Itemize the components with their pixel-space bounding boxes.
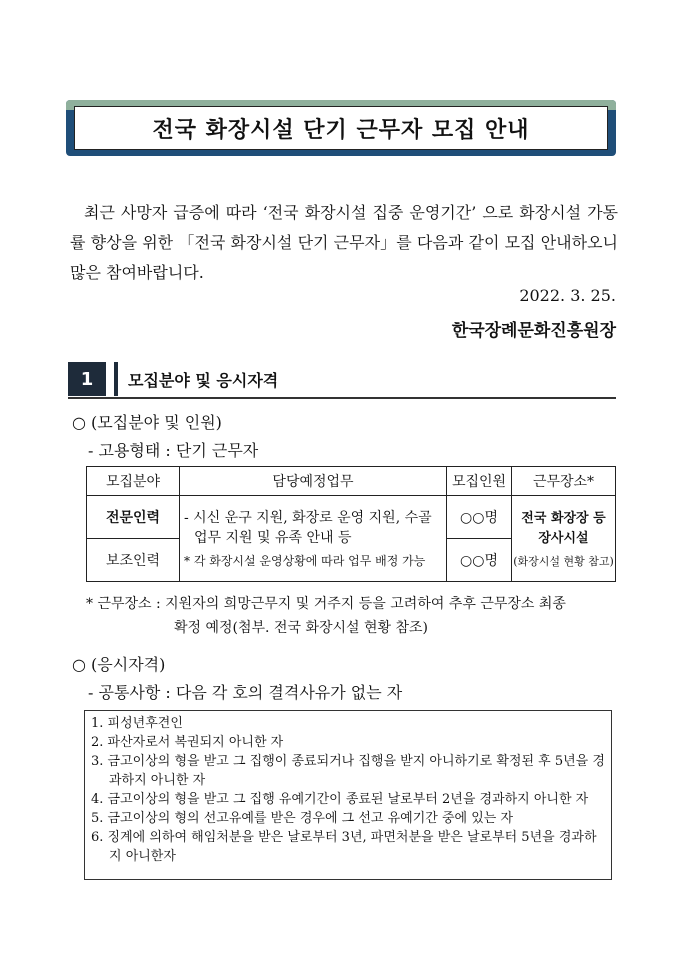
table-row bbox=[87, 496, 616, 539]
list-item: 1. 피성년후견인 bbox=[91, 716, 183, 731]
duty-text: - 시신 운구 지원, 화장로 운영 지원, 수골 업무 지원 및 유족 안내 등 bbox=[184, 509, 432, 546]
workplace-note-line1: * 근무장소 : 지원자의 희망근무지 및 거주지 등을 고려하여 추후 근무장소 최종 bbox=[86, 596, 566, 612]
place-note: (화장시설 현황 참고) bbox=[513, 554, 614, 568]
list-item: 4. 금고이상의 형을 받고 그 집행 유예기간이 종료된 날로부터 2년을 경과하지 아니한 자 bbox=[91, 792, 589, 807]
place-cell bbox=[512, 496, 616, 582]
disqualification-box bbox=[84, 710, 612, 880]
count-cell: ○○명 bbox=[447, 496, 512, 539]
list-item: 6. 징계에 의하여 해임처분을 받은 날로부터 3년, 파면처분을 받은 날로부터 5년을 경과하지 아니한자 bbox=[91, 830, 597, 864]
page-title: 전국 화장시설 단기 근무자 모집 안내 bbox=[152, 117, 530, 143]
duty-cell bbox=[180, 496, 447, 582]
field-cell: 전문인력 bbox=[87, 496, 180, 539]
list-item: 3. 금고이상의 형을 받고 그 집행이 종료되거나 집행을 받지 아니하기로 확정된 후 5년을 경과하지 아니한 자 bbox=[91, 754, 605, 788]
duty-note: * 각 화장시설 운영상황에 따라 업무 배정 가능 bbox=[184, 553, 426, 568]
place-text: 전국 화장장 등 장사시설 bbox=[521, 510, 606, 546]
employment-type: - 고용형태 : 단기 근무자 bbox=[88, 441, 259, 460]
count-cell: ○○명 bbox=[447, 539, 512, 582]
table-header-cell: 모집분야 bbox=[87, 467, 180, 496]
field-cell: 보조인력 bbox=[87, 539, 180, 582]
list-item: 2. 파산자로서 복권되지 아니한 자 bbox=[91, 735, 284, 750]
table-header-cell: 모집인원 bbox=[447, 467, 512, 496]
recruit-heading: ○ (모집분야 및 인원) bbox=[72, 413, 222, 432]
table-header-row bbox=[87, 467, 616, 496]
section-number: 1 bbox=[68, 362, 106, 396]
recruit-table bbox=[86, 466, 616, 582]
table-header-cell: 근무장소* bbox=[512, 467, 616, 496]
section-title: 모집분야 및 응시자격 bbox=[128, 371, 279, 390]
workplace-note-line2: 확정 예정(첨부. 전국 화장시설 현황 참조) bbox=[174, 620, 429, 636]
section-underline bbox=[68, 397, 616, 399]
notice-date: 2022. 3. 25. bbox=[519, 286, 616, 305]
qualification-heading: ○ (응시자격) bbox=[72, 655, 166, 674]
section-divider-bar bbox=[114, 362, 118, 396]
title-box bbox=[74, 106, 608, 150]
common-requirements: - 공통사항 : 다음 각 호의 결격사유가 없는 자 bbox=[88, 683, 403, 702]
list-item: 5. 금고이상의 형의 선고유예를 받은 경우에 그 선고 유예기간 중에 있는 자 bbox=[91, 811, 514, 826]
table-header-cell: 담당예정업무 bbox=[180, 467, 447, 496]
issuing-organization: 한국장례문화진흥원장 bbox=[451, 321, 616, 341]
intro-paragraph: 최근 사망자 급증에 따라 ‘전국 화장시설 집중 운영기간’ 으로 화장시설 가동률 향상을 위한 「전국 화장시설 단기 근무자」를 다음과 같이 모집 안내하오니 많은 참여바랍니다. bbox=[70, 203, 618, 282]
